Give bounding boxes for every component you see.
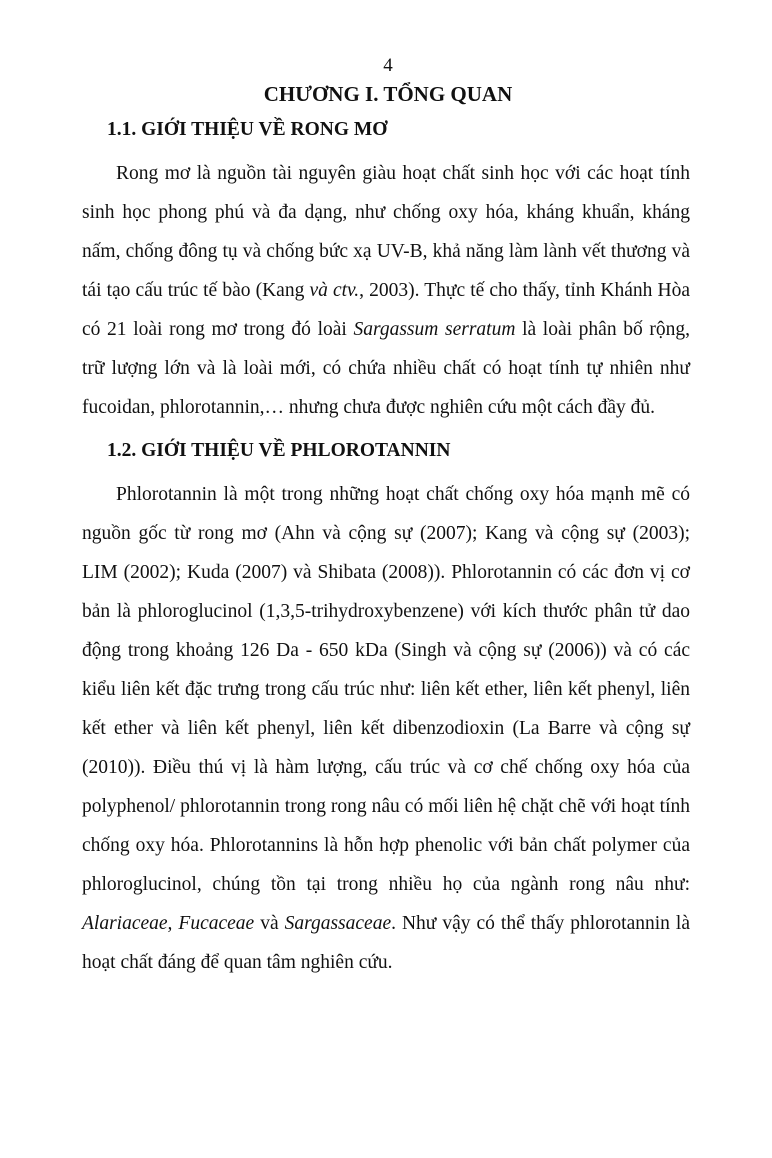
italic-family: Sargassaceae [284, 913, 392, 934]
paragraph-phlorotannin [82, 475, 690, 982]
text-run: Rong mơ là nguồn tài nguyên giàu hoạt chất sinh học với các hoạt tính sinh học phong phú và đa dạng, như chống oxy hóa, kháng khuẩn, kháng nấm, chống đông tụ và chống bức xạ UV-B, khả năng làm lành vết thương và tái tạo cấu trúc tế bào (Kang [82, 163, 690, 301]
text-run: là loài phân bố rộng, trữ lượng lớn và là loài mới, có chứa nhiều chất có hoạt tính tự nhiên như fucoidan, phlorotannin,… nhưng chưa được nghiên cứu một cách đầy đủ. [82, 319, 691, 418]
section-heading-rong-mo: 1.1. GIỚI THIỆU VỀ RONG MƠ [107, 119, 388, 140]
section-heading-phlorotannin: 1.2. GIỚI THIỆU VỀ PHLOROTANNIN [107, 440, 451, 461]
paragraph-rong-mo [82, 154, 690, 427]
italic-species: Sargassum serratum [353, 319, 516, 340]
chapter-title: CHƯƠNG I. TỔNG QUAN [263, 82, 513, 106]
text-run: . Như vậy có thể thấy phlorotannin là hoạt chất đáng để quan tâm nghiên cứu. [82, 913, 690, 973]
text-run: và [254, 913, 285, 934]
spacer [82, 427, 690, 437]
italic-run: và ctv. [309, 280, 360, 301]
text-run: , 2003). Thực tế cho thấy, tỉnh Khánh Hòa có 21 loài rong mơ trong đó loài [82, 280, 690, 340]
text-run: Phlorotannin là một trong những hoạt chất chống oxy hóa mạnh mẽ có nguồn gốc từ rong mơ (Ahn và cộng sự (2007); Kang và cộng sự (2003); LIM (2002); Kuda (2007) và Shibata (2008)). Phlorotannin có các đơn vị cơ bản là phloroglucinol (1,3,5-trihydroxybenzene) với kích thước phân tử dao động trong khoảng 126 Da - 650 kDa (Singh và cộng sự (2006)) và có các kiểu liên kết đặc trưng trong cấu trúc như: liên kết ether, liên kết phenyl, liên kết ether và liên kết phenyl, liên kết dibenzodioxin (La Barre và cộng sự (2010)). Điều thú vị là hàm lượng, cấu trúc và cơ chế chống oxy hóa của polyphenol/ phlorotannin trong rong nâu có mối liên hệ chặt chẽ với hoạt tính chống oxy hóa. Phlorotannins là hỗn hợp phenolic với bản chất polymer của phloroglucinol, chúng tồn tại trong nhiều họ của ngành rong nâu như: [82, 484, 690, 895]
page-number: 4 [383, 55, 393, 76]
document-page [82, 52, 690, 982]
italic-families: Alariaceae, Fucaceae [82, 913, 255, 934]
